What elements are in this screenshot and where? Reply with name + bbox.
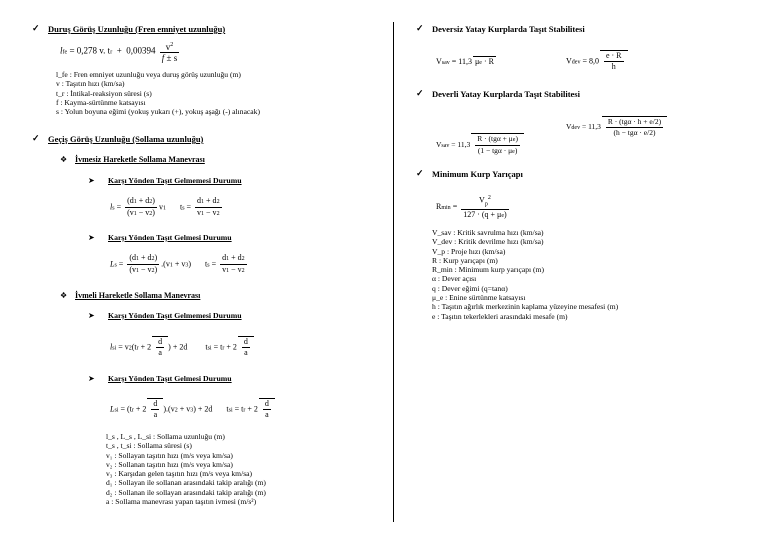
column-divider [393,22,394,522]
formula-case1: ls = $\frac{(d1 + d2)}{(v1 - v2)}$ v1 ts = $\frac{d1 + d2}{v1 - v2}$ [110,196,220,217]
legend-item: d₂ : Sollanan ile sollayan arasındaki takip aralığı (m) [106,487,266,497]
formula-vdev-unbanked: Vdev = 8,0 $\frac{e \cdot R}{h}$ [566,50,628,72]
formula-vsav-unbanked: Vsav = 11,3 μe · R [436,57,494,66]
diamond-bullet-icon: ❖ [60,291,68,300]
legend-item: V_sav : Kritik savrulma hızı (km/sa) [432,228,544,237]
legend-item: q : Dever eğimi (q=tanα) [432,283,508,293]
subsection-title-accel: İvmeli Hareketle Sollama Manevrası [75,291,201,300]
case-title: Karşı Yönden Taşıt Gelmesi Durumu [108,233,232,242]
diamond-bullet-icon: ❖ [60,155,68,164]
legend-item: R : Kurp yarıçapı (m) [432,255,498,265]
legend-item: R_min : Minimum kurp yarıçapı (m) [432,265,544,275]
section-title-min-radius: Minimum Kurp Yarıçapı [432,169,523,179]
legend-item: l_s , L_s , L_si : Sollama uzunluğu (m) [106,432,225,441]
legend-item: v₁ : Sollayan taşıtın hızı (m/s veya km/sa) [106,450,233,460]
legend-item: t_s , t_si : Sollama süresi (s) [106,441,192,451]
legend-item: V_p : Proje hızı (km/sa) [432,246,506,256]
formula-case4: Lsi = (tr + 2 $\frac{d}{a}$ ).(v2 + v3) + 2d tsi = tr + 2 $\frac{d}{a}$ [110,398,275,420]
formula-stopping-distance: lfe = 0,278 v. tr + 0,00394 $\frac{v^2}{f \pm s}$ [60,42,178,63]
formula-case3: lsi = v2(tr + 2 $\frac{d}{a}$ ) + 2d tsi = tr + 2 $\frac{d}{a}$ [110,336,254,358]
arrow-bullet-icon: ➤ [88,176,95,185]
check-icon: ✓ [32,133,40,143]
case-title: Karşı Yönden Taşıt Gelmemesi Durumu [108,311,242,320]
legend-item: s : Yolun boyuna eğimi (yokuş yukarı (+), yokuş aşağı (-) alınacak) [56,107,261,117]
legend-item: f : Kayma-sürtünme katsayısı [56,97,146,107]
legend-item: t_r : İntikal-reaksiyon süresi (s) [56,88,152,98]
legend-item: l_fe : Fren emniyet uzunluğu veya duruş görüş uzunluğu (m) [56,70,241,79]
check-icon: ✓ [416,23,424,33]
legend-stability [432,228,618,321]
arrow-bullet-icon: ➤ [88,233,95,242]
legend-passing [106,432,266,506]
legend-item: d₁ : Sollayan ile sollanan arasındaki takip aralığı (m) [106,478,266,488]
arrow-bullet-icon: ➤ [88,374,95,383]
arrow-bullet-icon: ➤ [88,311,95,320]
legend-item: V_dev : Kritik devrilme hızı (km/sa) [432,237,544,247]
section-title-passing-sight: Geçiş Görüş Uzunluğu (Sollama uzunluğu) [48,134,204,144]
legend-item: h : Taşıtın ağırlık merkezinin kaplama yüzeyine mesafesi (m) [432,302,619,312]
formula-vsav-banked: Vsav = 11,3 $\frac{\text{R · (tgα + μe)}}{\text{(1 − tgα · μe)}}$ [436,133,524,157]
case-title: Karşı Yönden Taşıt Gelmemesi Durumu [108,176,242,185]
formula-vdev-banked: Vdev = 11,3 $\frac{\text{R · (tgα · h + e/2)}}{\text{(h − tgα · e/2)}}$ [566,116,667,138]
legend-item: v : Taşıtın hızı (km/sa) [56,79,125,89]
legend-item: α : Dever açısı [432,274,477,284]
subsection-title-no-accel: İvmesiz Hareketle Sollama Manevrası [75,155,205,164]
check-icon: ✓ [32,23,40,33]
formula-case2: Ls = $\frac{(d1 + d2)}{(v1 - v2)}$ .(v1 + v3) ts = $\frac{d1 + d2}{v1 - v2}$ [110,253,245,274]
section-title-stopping-sight: Duruş Görüş Uzunluğu (Fren emniyet uzunluğu) [48,24,226,34]
legend-item: v₃ : Karşıdan gelen taşıtın hızı (m/s veya km/sa) [106,469,253,479]
case-title: Karşı Yönden Taşıt Gelmesi Durumu [108,374,232,383]
legend-item: a : Sollama manevrası yapan taşıtın ivmesi (m/s²) [106,497,257,507]
legend-item: μ_e : Enine sürtünme katsayısı [432,293,526,303]
legend-item: e : Taşıtın tekerlekleri arasındaki mesafe (m) [432,311,568,321]
legend-stopping [56,70,260,116]
section-title-banked-stability: Deverli Yatay Kurplarda Taşıt Stabilitesi [432,89,580,99]
check-icon: ✓ [416,88,424,98]
formula-rmin: Rmin = $\frac{V_p^2}{127 \cdot (q + \mu e)}$ [436,195,507,220]
section-title-unbanked-stability: Deversiz Yatay Kurplarda Taşıt Stabilitesi [432,24,585,34]
legend-item: v₂ : Sollanan taşıtın hızı (m/s veya km/sa) [106,459,233,469]
check-icon: ✓ [416,168,424,178]
